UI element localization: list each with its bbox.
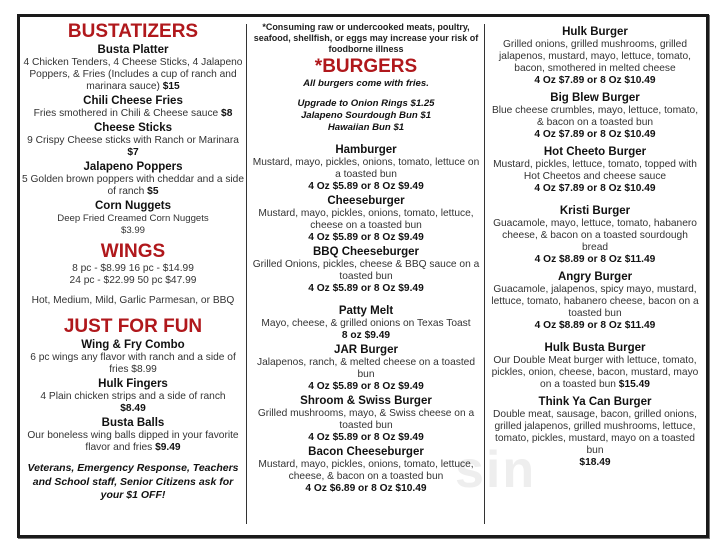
- item-price: [250, 232, 482, 244]
- item-description-text: 4 Chicken Tenders, 4 Cheese Sticks, 4 Jalapeno Poppers, & Fries (Includes a cup of ranch and marinara sauce): [23, 57, 243, 92]
- item-price: [250, 181, 482, 193]
- item-description: [22, 213, 244, 225]
- spacer: [22, 287, 244, 295]
- menu-column-burgers: [250, 22, 482, 495]
- health-warning: [250, 22, 482, 55]
- item-name-text: Jalapeno Poppers: [83, 161, 183, 173]
- burger-note: [250, 78, 482, 90]
- item-description-text: Guacamole, jalapenos, spicy mayo, mustard, lettuce, tomato, habanero cheese, bacon on a toasted bun: [491, 284, 699, 319]
- item-price: [250, 483, 482, 495]
- item-price-text: 4 Oz $8.89 or 8 Oz $11.49: [534, 254, 656, 265]
- item-description-text: 9 Crispy Cheese sticks with Ranch or Marinara: [27, 135, 239, 146]
- burger-note-text: Jalapeno Sourdough Bun $1: [300, 110, 432, 121]
- item-description: [22, 263, 244, 275]
- item-description: [488, 105, 702, 129]
- spacer: [488, 87, 702, 90]
- item-price: $7: [127, 147, 139, 158]
- item-description: [488, 355, 702, 391]
- section-heading: [250, 57, 482, 77]
- item-description-text: $3.99: [120, 225, 145, 236]
- spacer: [250, 134, 482, 142]
- item-description-text: Guacamole, mayo, lettuce, tomato, habanero cheese, & bacon on a toasted sourdough bread: [493, 218, 697, 253]
- item-description: [22, 108, 244, 120]
- item-price: [488, 254, 702, 266]
- burger-note: [250, 110, 482, 122]
- item-name-text: BBQ Cheeseburger: [312, 246, 420, 258]
- item-name-text: Think Ya Can Burger: [538, 396, 652, 408]
- item-description-text: Double meat, sausage, bacon, grilled onions, grilled jalapenos, grilled mushrooms, lettuce, tomato, pickles, mustard, mayo on a toasted bun: [493, 409, 697, 456]
- item-description-text: Blue cheese crumbles, mayo, lettuce, tomato, & bacon on a toasted bun: [491, 105, 699, 128]
- item-name: [250, 446, 482, 459]
- item-name-text: Shroom & Swiss Burger: [300, 395, 432, 407]
- section-heading: [22, 22, 244, 42]
- item-price: $15.49: [618, 379, 650, 390]
- item-description-text: Mustard, mayo, pickles, onions, tomato, lettuce, cheese, & bacon on a toasted bun: [258, 459, 474, 482]
- item-name-text: Hulk Busta Burger: [544, 342, 646, 354]
- item-price: [488, 129, 702, 141]
- item-description-text: 8 pc - $8.99 16 pc - $14.99: [72, 263, 194, 274]
- item-price-text: 4 Oz $5.89 or 8 Oz $9.49: [308, 381, 424, 392]
- item-name: [488, 342, 702, 355]
- burger-note: [250, 98, 482, 110]
- section-heading: [22, 317, 244, 337]
- item-name: [488, 26, 702, 39]
- item-name: [488, 396, 702, 409]
- item-description-text: Mustard, pickles, lettuce, tomato, topped with Hot Cheetos and cheese sauce: [493, 159, 697, 182]
- spacer: [22, 454, 244, 462]
- item-description-text: Hot, Medium, Mild, Garlic Parmesan, or BBQ: [31, 295, 235, 306]
- item-description: [22, 352, 244, 376]
- item-name-text: Wing & Fry Combo: [81, 339, 185, 351]
- item-description-text: Grilled mushrooms, mayo, & Swiss cheese on a toasted bun: [257, 408, 475, 431]
- item-name-text: Busta Platter: [97, 44, 169, 56]
- item-description-text: 5 Golden brown poppers with cheddar and a side of ranch: [22, 174, 245, 197]
- item-name: [22, 122, 244, 135]
- item-price: [488, 320, 702, 332]
- item-name: [22, 339, 244, 352]
- item-name: [250, 144, 482, 157]
- item-description-text: Our Double Meat burger with lettuce, tomato, pickles, onion, cheese, bacon, mustard, mayo on a toasted bun: [491, 355, 699, 390]
- item-name-text: Big Blew Burger: [550, 92, 640, 104]
- item-name-text: Patty Melt: [338, 305, 394, 317]
- item-price: $15: [162, 81, 180, 92]
- spacer: [250, 295, 482, 303]
- item-description: [488, 39, 702, 75]
- section-heading-text: *BURGERS: [314, 56, 418, 77]
- item-price: [488, 75, 702, 87]
- spacer: [250, 90, 482, 98]
- item-price: $8: [221, 108, 233, 119]
- item-name: [488, 92, 702, 105]
- item-price-text: 4 Oz $5.89 or 8 Oz $9.49: [308, 181, 424, 192]
- item-name: [22, 44, 244, 57]
- item-price: [250, 432, 482, 444]
- item-name-text: Cheese Sticks: [94, 122, 172, 134]
- item-name: [22, 95, 244, 108]
- item-description: [22, 295, 244, 307]
- item-description-text: Grilled onions, grilled mushrooms, grilled jalapenos, mustard, mayo, lettuce, tomato, bacon, smothered in melted cheese: [499, 39, 691, 74]
- item-description-text: Deep Fried Creamed Corn Nuggets: [57, 213, 209, 224]
- item-price: [488, 457, 702, 469]
- item-price-text: 4 Oz $8.89 or 8 Oz $11.49: [534, 320, 656, 331]
- item-name-text: Bacon Cheeseburger: [308, 446, 424, 458]
- item-name-text: Cheeseburger: [327, 195, 405, 207]
- item-name: [22, 378, 244, 391]
- item-price: $5: [147, 186, 159, 197]
- item-description-text: Jalapenos, ranch, & melted cheese on a toasted bun: [256, 357, 476, 380]
- item-name-text: Corn Nuggets: [94, 200, 172, 212]
- item-price-text: 8 oz $9.49: [341, 330, 391, 341]
- item-name: [22, 417, 244, 430]
- spacer: [488, 141, 702, 144]
- spacer: [22, 237, 244, 240]
- item-description-text: 24 pc - $22.99 50 pc $47.99: [69, 275, 197, 286]
- item-description-text: Grilled Onions, pickles, cheese & BBQ sauce on a toasted bun: [252, 259, 480, 282]
- burger-note: [250, 122, 482, 134]
- column-divider: [246, 24, 247, 524]
- item-description: [22, 57, 244, 93]
- section-heading: [22, 242, 244, 262]
- menu-column-specialty-burgers: [488, 24, 702, 469]
- burger-note-text: Hawaiian Bun $1: [327, 122, 405, 133]
- item-description-text: Our boneless wing balls dipped in your favorite flavor and fries: [27, 430, 239, 453]
- item-name: [250, 246, 482, 259]
- item-description: [488, 409, 702, 457]
- item-name: [488, 146, 702, 159]
- item-price-text: 4 Oz $5.89 or 8 Oz $9.49: [308, 432, 424, 443]
- item-name: [250, 395, 482, 408]
- item-name: [250, 344, 482, 357]
- item-name-text: JAR Burger: [334, 344, 398, 356]
- item-description: [22, 275, 244, 287]
- section-heading-text: BUSTATIZERS: [67, 21, 199, 42]
- item-description-text: Mayo, cheese, & grilled onions on Texas Toast: [261, 318, 471, 329]
- item-description: [250, 459, 482, 483]
- item-name: [250, 305, 482, 318]
- menu-column-appetizers-wings-fun: [22, 20, 244, 503]
- item-name: [488, 205, 702, 218]
- item-price-text: 4 Oz $7.89 or 8 Oz $10.49: [534, 75, 656, 86]
- item-price: [22, 403, 244, 415]
- item-description: [488, 218, 702, 254]
- spacer: [488, 332, 702, 340]
- item-description-text: 4 Plain chicken strips and a side of ranch: [40, 391, 226, 402]
- item-price-text: 4 Oz $6.89 or 8 Oz $10.49: [305, 483, 427, 494]
- spacer: [488, 195, 702, 203]
- item-price-text: 4 Oz $7.89 or 8 Oz $10.49: [534, 183, 656, 194]
- item-price: [250, 283, 482, 295]
- item-description-text: 6 pc wings any flavor with ranch and a side of fries $8.99: [30, 352, 236, 375]
- health-warning-text: *Consuming raw or undercooked meats, poultry, seafood, shellfish, or eggs may increase your risk of foodborne illness: [253, 22, 479, 54]
- discount-note-text: Veterans, Emergency Response, Teachers and School staff, Senior Citizens ask for your $1 OFF!: [27, 462, 239, 501]
- section-heading-text: WINGS: [100, 241, 166, 262]
- item-price: $9.49: [155, 442, 181, 453]
- item-description: [250, 318, 482, 330]
- item-name-text: Hulk Fingers: [98, 378, 168, 390]
- item-description: [488, 159, 702, 183]
- item-name-text: Hamburger: [335, 144, 397, 156]
- discount-note: [22, 462, 244, 503]
- item-price: [250, 330, 482, 342]
- item-name-text: Hulk Burger: [562, 26, 628, 38]
- item-price: [250, 381, 482, 393]
- item-description: [22, 174, 244, 198]
- burger-note-text: All burgers come with fries.: [303, 78, 429, 89]
- item-description: [250, 357, 482, 381]
- item-name: [250, 195, 482, 208]
- watermark-logo: sin: [455, 441, 537, 499]
- item-description-text: Mustard, mayo, pickles, onions, tomato, lettuce on a toasted bun: [252, 157, 480, 180]
- spacer: [488, 391, 702, 394]
- item-description: [22, 225, 244, 237]
- item-description: [250, 259, 482, 283]
- item-name: [22, 161, 244, 174]
- spacer: [22, 307, 244, 315]
- item-description: [250, 157, 482, 181]
- item-description: [488, 284, 702, 320]
- item-description: [250, 408, 482, 432]
- item-price: [488, 183, 702, 195]
- item-price-text: 4 Oz $7.89 or 8 Oz $10.49: [534, 129, 656, 140]
- item-name-text: Kristi Burger: [559, 205, 631, 217]
- item-description: [22, 135, 244, 159]
- burger-note-text: Upgrade to Onion Rings $1.25: [297, 98, 435, 109]
- section-heading-text: JUST FOR FUN: [63, 316, 203, 337]
- item-price-text: $8.49: [120, 403, 146, 414]
- item-name-text: Angry Burger: [557, 271, 633, 283]
- item-price-text: 4 Oz $5.89 or 8 Oz $9.49: [308, 283, 424, 294]
- item-name: [488, 271, 702, 284]
- item-description-text: Mustard, mayo, pickles, onions, tomato, lettuce, cheese on a toasted bun: [258, 208, 474, 231]
- item-price-text: $18.49: [579, 457, 611, 468]
- item-description: [22, 391, 244, 403]
- item-name: [22, 200, 244, 213]
- spacer: [488, 266, 702, 269]
- item-description: [22, 430, 244, 454]
- item-description-text: Fries smothered in Chili & Cheese sauce: [33, 108, 219, 119]
- item-description: [250, 208, 482, 232]
- item-name-text: Hot Cheeto Burger: [543, 146, 647, 158]
- item-name-text: Chili Cheese Fries: [83, 95, 183, 107]
- item-price-text: 4 Oz $5.89 or 8 Oz $9.49: [308, 232, 424, 243]
- item-name-text: Busta Balls: [101, 417, 165, 429]
